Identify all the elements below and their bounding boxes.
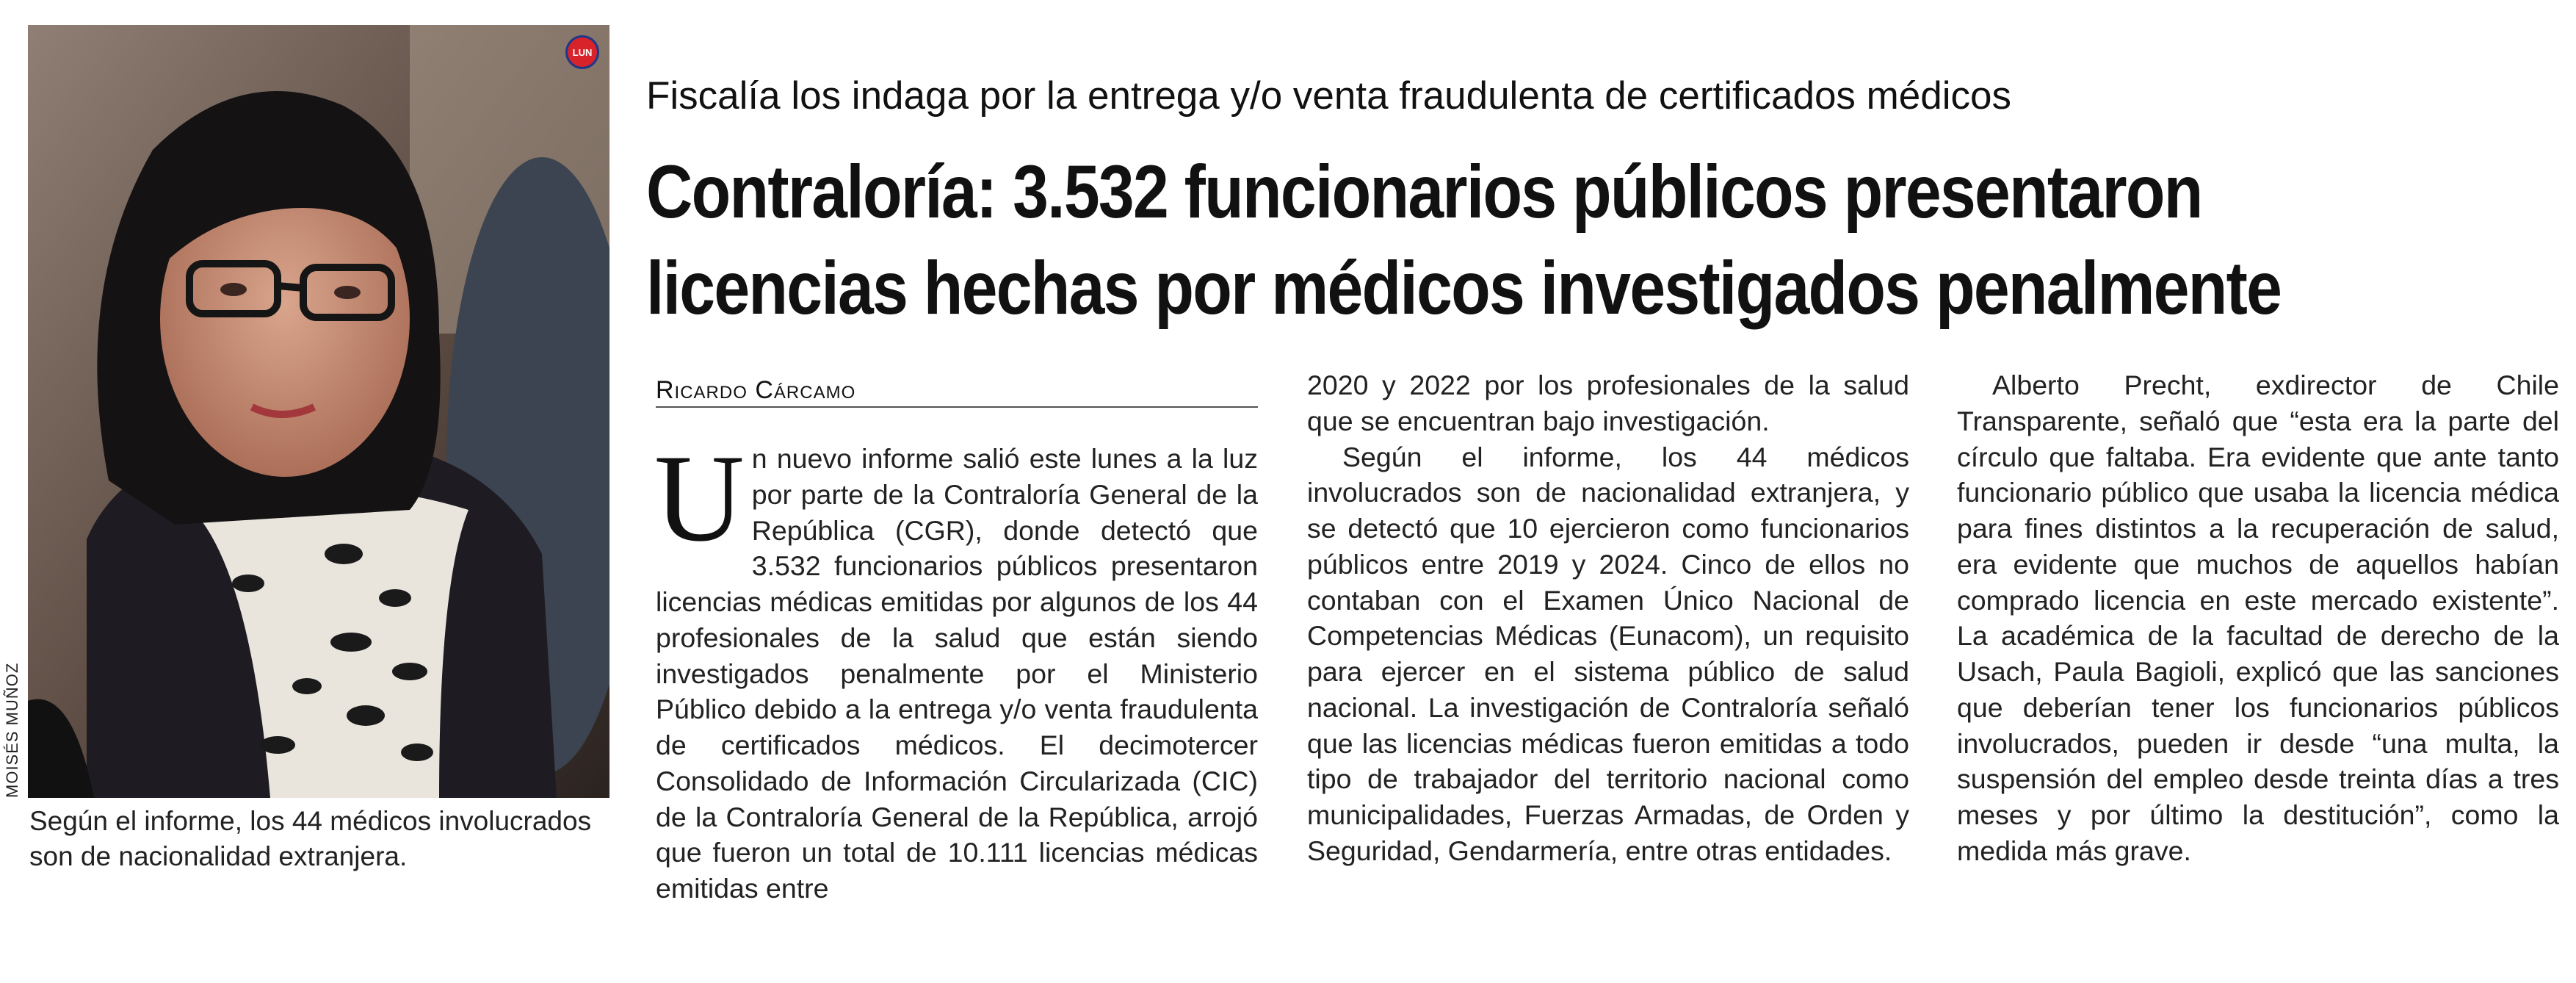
headline-line-1: Contraloría: 3.532 funcionarios públicos presentaron <box>646 150 2202 234</box>
photo-caption: Según el informe, los 44 médicos involucrados son de nacionalidad extranjera. <box>29 806 592 872</box>
portrait-illustration <box>28 25 609 798</box>
article-paragraph: Según el informe, los 44 médicos involucrados son de nacionalidad extranjera, y se detectó que 10 ejercieron como funcionarios públicos entre 2019 y 2024. Cinco de ellos no contaban con el Examen Único Nacional de Competencias Médicas (Eunacom), un requisito para ejercer en el sistema público de salud nacional. La investigación de Contraloría señaló que las licencias médicas fueron emitidas a todo tipo de trabajador del territorio nacional como municipalidades, Fuerzas Armadas, de Orden y Seguridad, Gendarmería, entre otras entidades. <box>1307 441 1909 866</box>
photo-credit: MOISÉS MUÑOZ <box>3 662 21 798</box>
article-paragraph <box>654 429 1258 907</box>
drop-cap: U <box>654 429 745 567</box>
article-paragraph: Alberto Precht, exdirector de Chile Transparente, señaló que “esta era la parte del círculo que faltaba. Era evidente que ante tanto funcionario público que usaba la licencia médica para fines distintos a la recuperación de salud, era evidente que muchos de aquellos habían comprado licencia en este mercado existente”. La académica de la facultad de derecho de la Usach, Paula Bagioli, explicó que las sanciones que deberían tener los funcionarios públicos involucrados, pueden ir desde “una multa, la suspensión del empleo desde treinta días a tres meses y por último la destitución”, como la medida más grave. <box>1957 370 2559 866</box>
article-headline <box>646 144 2288 336</box>
paragraph-text: n nuevo informe salió este lunes a la luz por parte de la Contraloría General de la República (CGR), donde detectó que 3.532 funcionarios públicos presentaron licencias médicas emitidas por algunos de los 44 profesionales de la salud que están siendo investigados penalmente por el Ministerio Público debido a la entrega y/o venta fraudulenta de certificados médicos. El decimotercer Consolidado de Información Circularizada (CIC) de la Contraloría General de la República, arrojó que fueron un total de 10.111 licencias médicas emitidas entre <box>656 443 1258 904</box>
lun-logo: LUN <box>565 35 599 69</box>
article-paragraph: 2020 y 2022 por los profesionales de la salud que se encuentran bajo investigación. <box>1307 370 1909 436</box>
article-kicker: Fiscalía los indaga por la entrega y/o venta fraudulenta de certificados médicos <box>646 74 2012 118</box>
article-column-3 <box>1957 367 2559 869</box>
article-column-1 <box>654 429 1258 907</box>
headline-line-2: licencias hechas por médicos investigados penalmente <box>646 245 2282 330</box>
article-photo <box>28 25 609 798</box>
article-column-2 <box>1307 367 1909 869</box>
author-byline: Ricardo Cárcamo <box>656 376 1258 408</box>
